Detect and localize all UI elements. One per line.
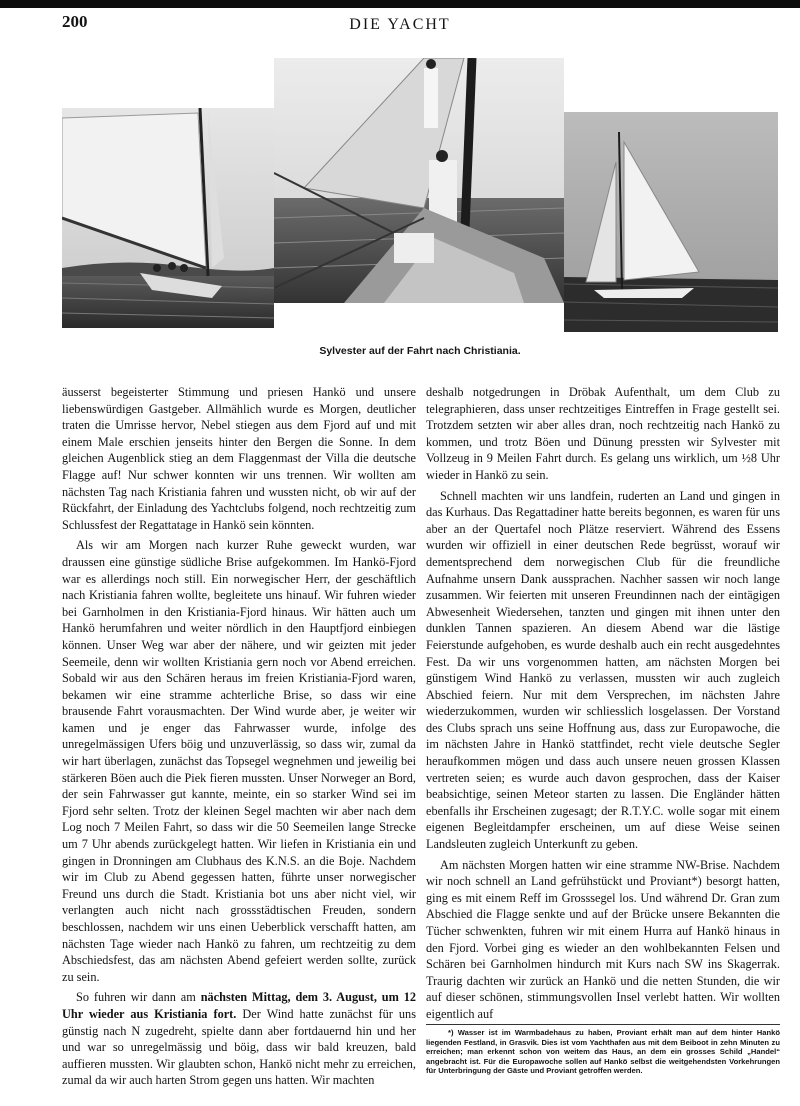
text-run: So fuhren wir dann am: [76, 990, 201, 1005]
left-column: [62, 384, 416, 1093]
paragraph: Als wir am Morgen nach kurzer Ruhe geweckt wurden, war draussen eine günstige südliche Brise aufgekommen. Im Hankö-Fjord war es allerdings noch still. Ein norwegischer Herr, der geschäftlich nach Kristiania fahren wollte, begleitete uns hinauf. Wir fuhren wieder bei Garnholmen in den Kristiania-Fjord hinaus. Wir hätten auch um Hankö herumfahren und weiter nördlich in den Hauptfjord einbiegen können. Unser Weg war aber der nähere, und wir geizten mit jeder Seemeile, denn wir wollten Kristiania gern noch vor Abend erreichen. Sobald wir aus den Schären heraus im freien Kristiania-Fjord waren, bekamen wir eine stramme achterliche Brise, so dass wir eine brausende Fahrt vorausmachten. Der Wind wurde aber, je weiter wir kamen und je enger das Fahrwasser wurde, infolge des unregelmässigen Ufers böig und unzuverlässig, so dass wir, zumal da wir hart überlagen, zunächst das Topsegel wegnehmen und jeweilig bei stärkeren Böen auch die Piek fieren mussten. Unser Norweger an Bord, der sein Fahrwasser gut kannte, meinte, ein so starker Wind sei im Fjord sehr selten. Trotz der kleinen Segel machten wir aber nach dem Log noch 7 Meilen Fahrt, so dass wir die 50 Seemeilen lange Strecke um 7 Uhr abends zurückgelegt hatten. Wir liefen in Kristiania ein und gingen in Dronningen am Clubhaus des K.N.S. an die Boje. Nachdem wir im Club zu Abend gegessen hatten, führte unser norwegischer Freund uns durch die Stadt. Kristiania bot uns aber nicht viel, wir verlangten auch nicht nach grossstädtischen Freuden, sondern beschlossen, nachdem wir uns einen Ueberblick verschafft hatten, am nächsten Tage wieder nach Hankö zu fahren, um rechtzeitig zu dem Abschiedsfest, das am nächsten Abend gefeiert werden sollte, zurück zu sein.: [62, 538, 416, 984]
paragraph: Am nächsten Morgen hatten wir eine stramme NW-Brise. Nachdem wir noch schnell an Land gefrühstückt und Proviant*) besorgt hatten, ging es mit einem Reff im Grosssegel los. Und während Dr. Gran zum Abschied die Flagge senkte und auf der Brücke unsere Bekannten die Tücher schwenkten, fuhren wir mit einem Hurra auf Hankö hinaus in den Fjord. Vorbei ging es wieder an den wohlbekannten Felsen und Schären bei Garnholmen hindurch mit Kurs nach SW ins Skagerrak. Traurig dachten wir zurück an Hankö und die netten Stunden, die wir auf dieser schönen, stimmungsvollen Insel verlebt hatten. Wir wollten eigentlich auf: [426, 857, 780, 1021]
paragraph: äusserst begeisterter Stimmung und priesen Hankö und unsere liebenswürdigen Gastgeber. Allmählich wurde es Morgen, deutlicher traten die Umrisse hervor, Nebel stiegen aus dem Fjord auf und mit einem Male erschien jenseits hinter den Bergen die Sonne. In dem gleichen Augenblick stieg an dem Flaggenmast der Villa die deutsche Flagge auf! Nur schwer konnten wir uns trennen. Wir wollten am nächsten Tag nach Kristiania fahren und wussten nicht, ob wir auf der Rückfahrt, der Einladung des Yachtclubs folgend, noch rechtzeitig zum Schlussfest der Regattatage in Hankö sein könnten.: [62, 385, 416, 532]
text-run: Der Wind hatte zunächst für uns günstig nach N zugedreht, spielte dann aber fortdauernd hin und her und war so unregelmässig und böig, dass wir bald kreuzen, bald auffieren mussten. Wir glaubten schon, Hankö nicht mehr zu erreichen, zumal da wir auch harten Strom gegen uns hatten. Wir machten: [62, 1006, 416, 1088]
figure-caption: Sylvester auf der Fahrt nach Christiania.: [319, 345, 521, 357]
top-border: [0, 0, 800, 8]
bold-text-run: nächsten Mittag, dem 3. August, um 12 Uhr wieder aus Kristiania fort.: [62, 990, 416, 1021]
photo-yacht-heeling: [62, 108, 274, 328]
photo-deck-view: [274, 58, 564, 303]
photo-yacht-sailing: [564, 112, 778, 332]
paragraph: deshalb notgedrungen in Dröbak Aufenthalt, um dem Club zu telegraphieren, dass unser rechtzeitiges Eintreffen in Frage gestellt sei. Trotzdem setzten wir aber alles dran, noch rechtzeitig nach Hankö zu kommen, und trotz Böen und Dünung pressten wir Sylvester mit Vollzeug in 9 Meilen Fahrt durch. Es gelang uns wirklich, um ½8 Uhr wieder in Hankö zu sein.: [426, 385, 780, 482]
footnote: *) Wasser ist im Warmbadehaus zu haben, Proviant erhält man auf dem hinter Hankö liegenden Festland, in Grasvik. Dies ist vom Yachthafen aus mit dem Beiboot in zehn Minuten zu erreichen; man erkennt schon von weitem das Haus, an dem ein grosses Schild „Handel“ angebracht ist. Für die Europawoche sollen auf Hankö selbst die weitgehendsten Vorkehrungen für Unterbringung der Gäste und Proviant getroffen werden.: [426, 1028, 780, 1076]
running-title: DIE YACHT: [349, 16, 451, 33]
right-column: [426, 384, 780, 1027]
paragraph: [62, 989, 416, 1089]
page-number: 200: [62, 12, 88, 31]
footnote-divider: [426, 1024, 780, 1025]
paragraph: Schnell machten wir uns landfein, ruderten an Land und gingen in das Kurhaus. Das Regattadiner hatte bereits begonnen, es waren für uns aber an der Quertafel noch Plätze reserviert. Während des Essens wurden wir offiziell in einer deutschen Rede begrüsst, worauf wir dementsprechend dem norwegischen Club für die freundliche Aufnahme unsern Dank aussprachen. Nachher sassen wir noch lange zusammen. Wir feierten mit unseren Freundinnen nach der eintägigen Abwesenheit Wiedersehen, tanzten und gingen mit ihnen unter den dunklen Tannen spazieren. An diesem Abend war die lästige Feierstunde aufgehoben, es wurde deshalb auch ein recht ausgedehntes Fest. Da wir uns vorgenommen hatten, am nächsten Morgen bei günstigem Wind Hankö zu verlassen, mussten wir auch zugleich Abschied feiern. Nur mit dem Versprechen, im nächsten Jahre wiederzukommen, wurden wir schliesslich losgelassen. Der Vorstand des Clubs sprach uns seine Hoffnung aus, dass zur Europawoche, die im nächsten Jahre in Hankö stattfindet, recht viele deutsche Segler heraufkommen mögen und dass auch unsere neuen grossen Klassen vertreten seien; es wurde auch davon gesprochen, dass der Kaiser beabsichtige, seinen Meteor starten zu lassen. Die Engländer hätten ebenfalls ihr Erscheinen zugesagt; der R.T.Y.C. wolle sogar mit einem eigenen Begleitdampfer erscheinen, um auf diese Weise seinen Landsleuten zugleich Unterkunft zu geben.: [426, 488, 780, 852]
